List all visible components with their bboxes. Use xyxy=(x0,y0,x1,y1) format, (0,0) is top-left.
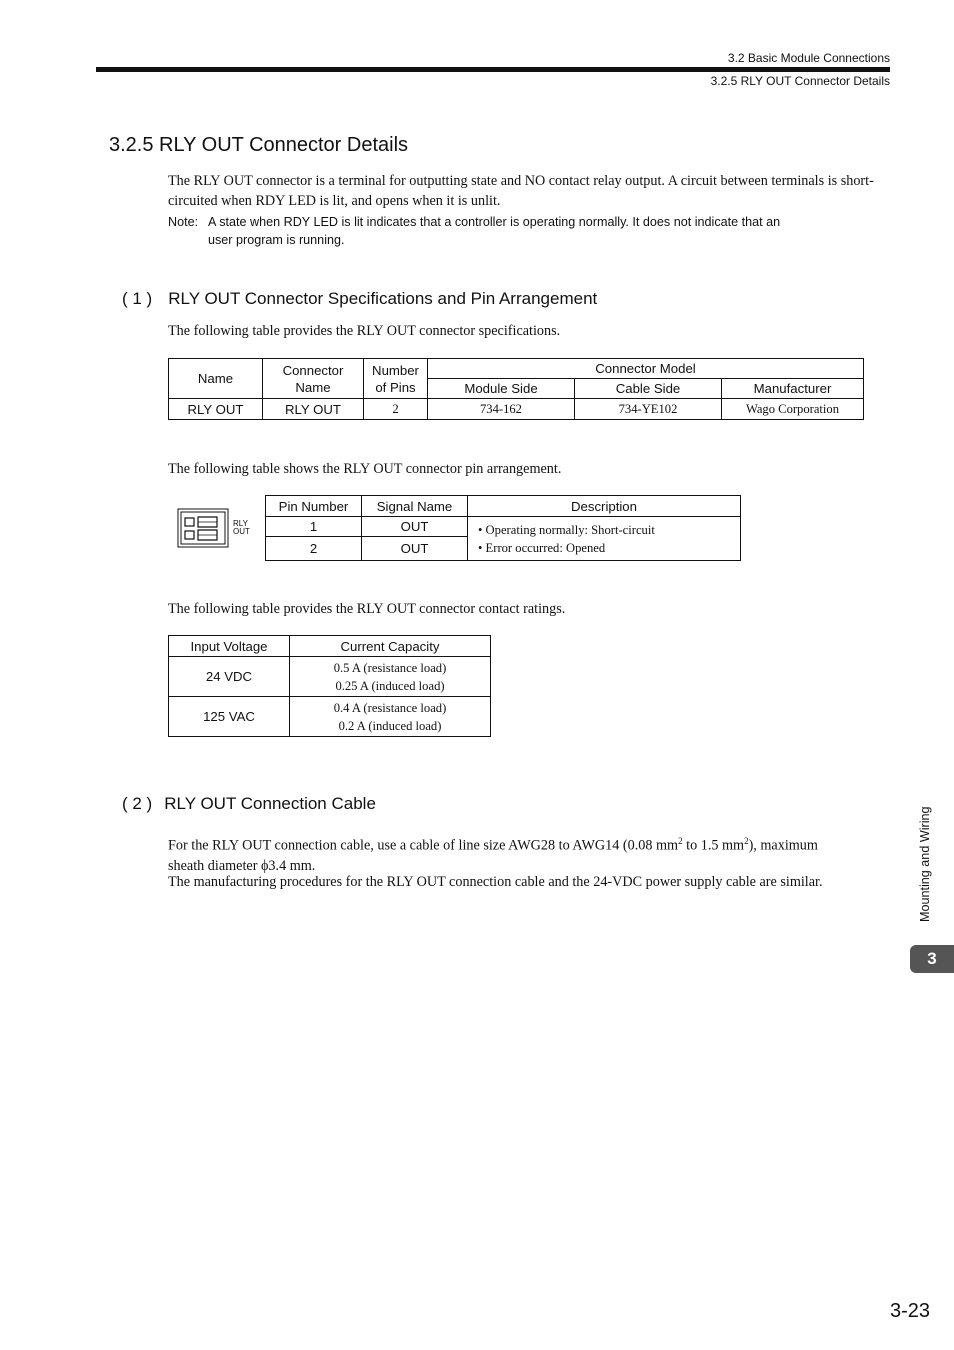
description-line-2: • Error occurred: Opened xyxy=(478,540,606,555)
pin-cell-signal: OUT xyxy=(362,537,468,561)
chapter-tab: 3 xyxy=(910,945,954,973)
page-number: 3-23 xyxy=(889,1300,930,1322)
spec-header-manufacturer: Manufacturer xyxy=(722,379,864,399)
spec-header-cable-side: Cable Side xyxy=(575,379,722,399)
section2-heading xyxy=(122,794,376,814)
pin-header-number: Pin Number xyxy=(266,496,362,517)
pin-cell-description xyxy=(468,517,741,561)
note xyxy=(168,213,868,249)
spec-header-pins: Number of Pins xyxy=(364,359,428,399)
pin-cell-number: 1 xyxy=(266,517,362,537)
spec-intro: The following table provides the RLY OUT connector specifications. xyxy=(168,323,561,339)
connector-label: RLY OUT xyxy=(233,519,250,536)
table-row xyxy=(169,697,491,737)
spec-cell-module-side: 734-162 xyxy=(428,399,575,420)
cable-paragraph-2: The manufacturing procedures for the RLY OUT connection cable and the 24-VDC power supply cable are similar. xyxy=(168,874,823,890)
section1-heading xyxy=(122,289,597,309)
table-row xyxy=(266,517,741,537)
pin-header-signal: Signal Name xyxy=(362,496,468,517)
ratings-cell-current: 0.4 A (resistance load) 0.2 A (induced load) xyxy=(290,697,491,737)
header-subsection: 3.2.5 RLY OUT Connector Details xyxy=(710,74,890,88)
spec-cell-connector-name: RLY OUT xyxy=(263,399,364,420)
cable-paragraph-1: For the RLY OUT connection cable, use a cable of line size AWG28 to AWG14 (0.08 $mm^2$ to 1.5 $mm^2$), maximum sheath diameter ϕ3.4 mm. xyxy=(168,836,818,874)
ratings-intro: The following table provides the RLY OUT connector contact ratings. xyxy=(168,601,566,617)
ratings-header-voltage: Input Voltage xyxy=(169,636,290,657)
spec-table xyxy=(168,358,864,420)
intro-paragraph: The RLY OUT connector is a terminal for outputting state and NO contact relay output. A circuit between terminals is short-circuited when RDY LED is lit, and opens when it is unlit. xyxy=(168,173,874,209)
ratings-cell-voltage: 24 VDC xyxy=(169,657,290,697)
pin-cell-number: 2 xyxy=(266,537,362,561)
spec-cell-cable-side: 734-YE102 xyxy=(575,399,722,420)
pin-cell-signal: OUT xyxy=(362,517,468,537)
spec-cell-manufacturer: Wago Corporation xyxy=(722,399,864,420)
connector-illustration xyxy=(177,507,257,549)
section1-title: RLY OUT Connector Specifications and Pin Arrangement xyxy=(168,289,598,308)
spec-header-model: Connector Model xyxy=(428,359,864,379)
pin-intro: The following table shows the RLY OUT connector pin arrangement. xyxy=(168,461,562,477)
pin-header-description: Description xyxy=(468,496,741,517)
ratings-cell-current: 0.5 A (resistance load) 0.25 A (induced load) xyxy=(290,657,491,697)
spec-header-connector-name: Connector Name xyxy=(263,359,364,399)
note-line-2: user program is running. xyxy=(208,233,345,247)
section2-number: ( 2 ) xyxy=(122,794,153,813)
page-title: 3.2.5 RLY OUT Connector Details xyxy=(109,134,409,156)
header-section: 3.2 Basic Module Connections xyxy=(727,51,890,65)
spec-header-module-side: Module Side xyxy=(428,379,575,399)
note-label: Note: xyxy=(168,215,199,229)
ratings-cell-voltage: 125 VAC xyxy=(169,697,290,737)
section2-title: RLY OUT Connection Cable xyxy=(164,794,376,813)
note-line-1: A state when RDY LED is lit indicates that a controller is operating normally. It does not indicate that an xyxy=(208,215,781,229)
chapter-side-text: Mounting and Wiring xyxy=(918,806,932,922)
table-row xyxy=(169,657,491,697)
spec-cell-name: RLY OUT xyxy=(169,399,263,420)
ratings-header-current: Current Capacity xyxy=(290,636,491,657)
header-rule xyxy=(96,67,890,72)
spec-cell-pins: 2 xyxy=(364,399,428,420)
description-line-1: • Operating normally: Short-circuit xyxy=(478,522,655,537)
spec-header-name: Name xyxy=(169,359,263,399)
section1-number: ( 1 ) xyxy=(122,289,153,308)
pin-table xyxy=(265,495,741,561)
ratings-table xyxy=(168,635,491,737)
table-row xyxy=(169,399,864,420)
